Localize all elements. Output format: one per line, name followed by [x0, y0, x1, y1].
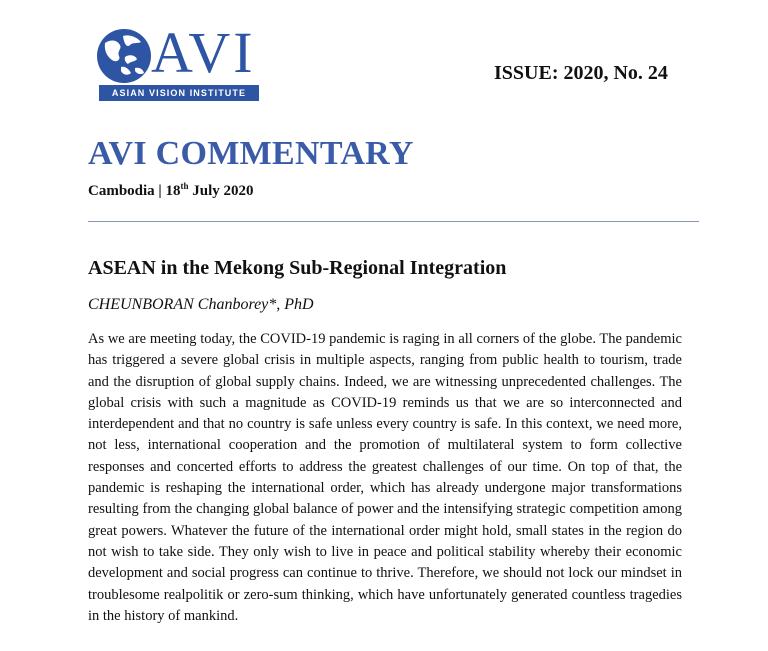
- avi-logo: [95, 20, 265, 104]
- logo-tagline: ASIAN VISION INSTITUTE: [99, 85, 259, 101]
- dateline-ordinal: th: [180, 181, 189, 191]
- issue-label: ISSUE: 2020, No. 24: [494, 62, 668, 84]
- globe-icon: [95, 27, 153, 85]
- article-body: As we are meeting today, the COVID-19 pandemic is raging in all corners of the globe. The pandemic has triggered a severe global crisis in multiple aspects, ranging from public health to tourism, trade and the disruption of global supply chains. Indeed, we are witnessing unprecedented challenges. The global crisis with such a magnitude as COVID-19 reminds us that we are so interconnected and interdependent and that no country is safe unless every country is safe. In this context, we need more, not less, international cooperation and the promotion of multilateral system to form collective responses and concerted efforts to address the greatest challenges of our time. On top of that, the pandemic is reshaping the international order, which has already undergone major transformations resulting from the changing global balance of power and the intensifying strategic competition among great powers. Whatever the future of the international order might hold, small states in the region do not wish to take side. They only wish to live in peace and political stability whereby their economic development and social progress can continue to thrive. Therefore, we should not lock our mindset in troublesome realpolitik or zero-sum thinking, which have unfortunately generated countless tragedies in the history of mankind.: [88, 331, 682, 624]
- dateline-prefix: Cambodia | 18: [88, 183, 181, 199]
- publication-title: AVI COMMENTARY: [88, 135, 414, 172]
- dateline: [88, 181, 254, 200]
- article-title: ASEAN in the Mekong Sub-Regional Integration: [88, 257, 507, 279]
- header-divider: [88, 221, 699, 222]
- article-author: CHEUNBORAN Chanborey*, PhD: [88, 296, 314, 313]
- dateline-suffix: July 2020: [188, 183, 254, 199]
- logo-wordmark: AVI: [151, 20, 256, 85]
